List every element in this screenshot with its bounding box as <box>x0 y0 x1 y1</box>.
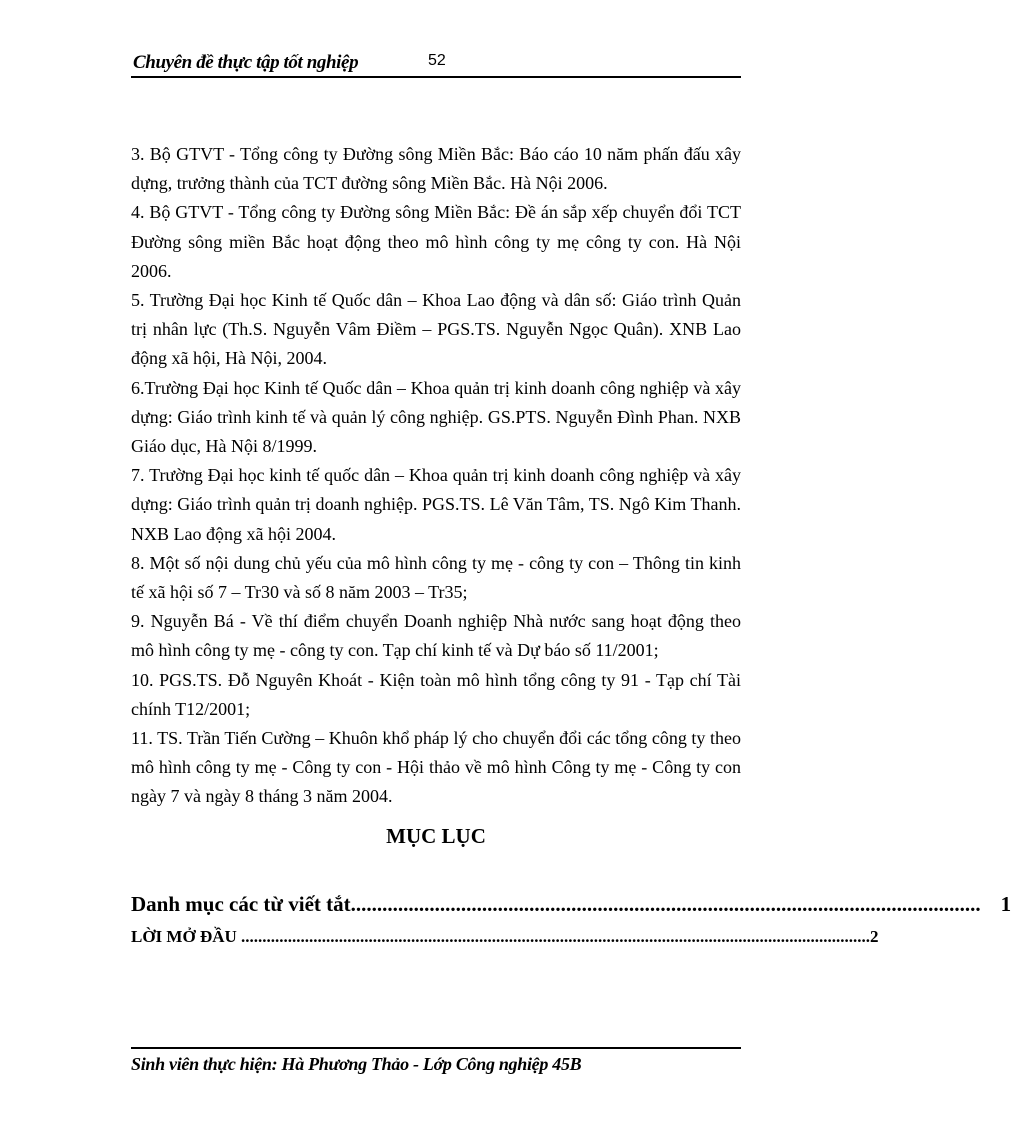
reference-item: 5. Trường Đại học Kinh tế Quốc dân – Khoa Lao động và dân số: Giáo trình Quản trị nhân lực (Th.S. Nguyễn Vâm Điềm – PGS.TS. Nguyễn Ngọc Quân). XNB Lao động xã hội, Hà Nội, 2004. <box>131 290 741 369</box>
toc-entry-label: LỜI MỞ ĐẦU <box>131 927 237 946</box>
toc-entry-page: 2 <box>870 927 879 946</box>
toc-entry-introduction[interactable] <box>131 927 879 947</box>
toc-leader-dots: ........................................................................................................................ <box>350 892 981 916</box>
page-footer: Sinh viên thực hiện: Hà Phương Thảo - Lớp Công nghiệp 45B <box>131 1047 741 1075</box>
reference-item: 3. Bộ GTVT - Tổng công ty Đường sông Miền Bắc: Báo cáo 10 năm phấn đấu xây dựng, trưởng thành của TCT đường sông Miền Bắc. Hà Nội 2006. <box>131 144 741 194</box>
reference-item: 7. Trường Đại học kinh tế quốc dân – Khoa quản trị kinh doanh công nghiệp và xây dựng: Giáo trình quản trị doanh nghiệp. PGS.TS. Lê Văn Tâm, TS. Ngô Kim Thanh. NXB Lao động xã hội 2004. <box>131 465 741 544</box>
reference-item: 9. Nguyễn Bá - Về thí điểm chuyển Doanh nghiệp Nhà nước sang hoạt động theo mô hình công ty mẹ - công ty con. Tạp chí kinh tế và Dự báo số 11/2001; <box>131 611 741 661</box>
header-title: Chuyên đề thực tập tốt nghiệp <box>133 52 359 73</box>
toc-entry-label: Danh mục các từ viết tắt <box>131 892 351 916</box>
toc-entry-page: 1 <box>1000 892 1011 916</box>
reference-item: 10. PGS.TS. Đỗ Nguyên Khoát - Kiện toàn mô hình tổng công ty 91 - Tạp chí Tài chính T12/2001; <box>131 669 741 719</box>
reference-item: 8. Một số nội dung chủ yếu của mô hình công ty mẹ - công ty con – Thông tin kinh tế xã hội số 7 – Tr30 và số 8 năm 2003 – Tr35; <box>131 552 741 603</box>
page-header <box>131 50 741 78</box>
reference-item: 4. Bộ GTVT - Tổng công ty Đường sông Miền Bắc: Đề án sắp xếp chuyển đổi TCT Đường sông miền Bắc hoạt động theo mô hình công ty mẹ công ty con. Hà Nội 2006. <box>131 202 741 281</box>
toc-title: MỤC LỤC <box>386 824 486 848</box>
toc-leader-dots: .................................................................................................................................................... <box>236 927 871 946</box>
page-number: 52 <box>428 52 446 69</box>
reference-list <box>131 140 741 812</box>
reference-item: 11. TS. Trần Tiến Cường – Khuôn khổ pháp lý cho chuyển đổi các tổng công ty theo mô hình công ty mẹ - Công ty con - Hội thảo về mô hình Công ty mẹ - Công ty con ngày 7 và ngày 8 tháng 3 năm 2004. <box>131 728 741 807</box>
toc-entry-abbreviations[interactable] <box>131 892 1011 917</box>
reference-item: 6.Trường Đại học Kinh tế Quốc dân – Khoa quản trị kinh doanh công nghiệp và xây dựng: Giáo trình kinh tế và quản lý công nghiệp. GS.PTS. Nguyễn Đình Phan. NXB Giáo dục, Hà Nội 8/1999. <box>131 377 741 457</box>
